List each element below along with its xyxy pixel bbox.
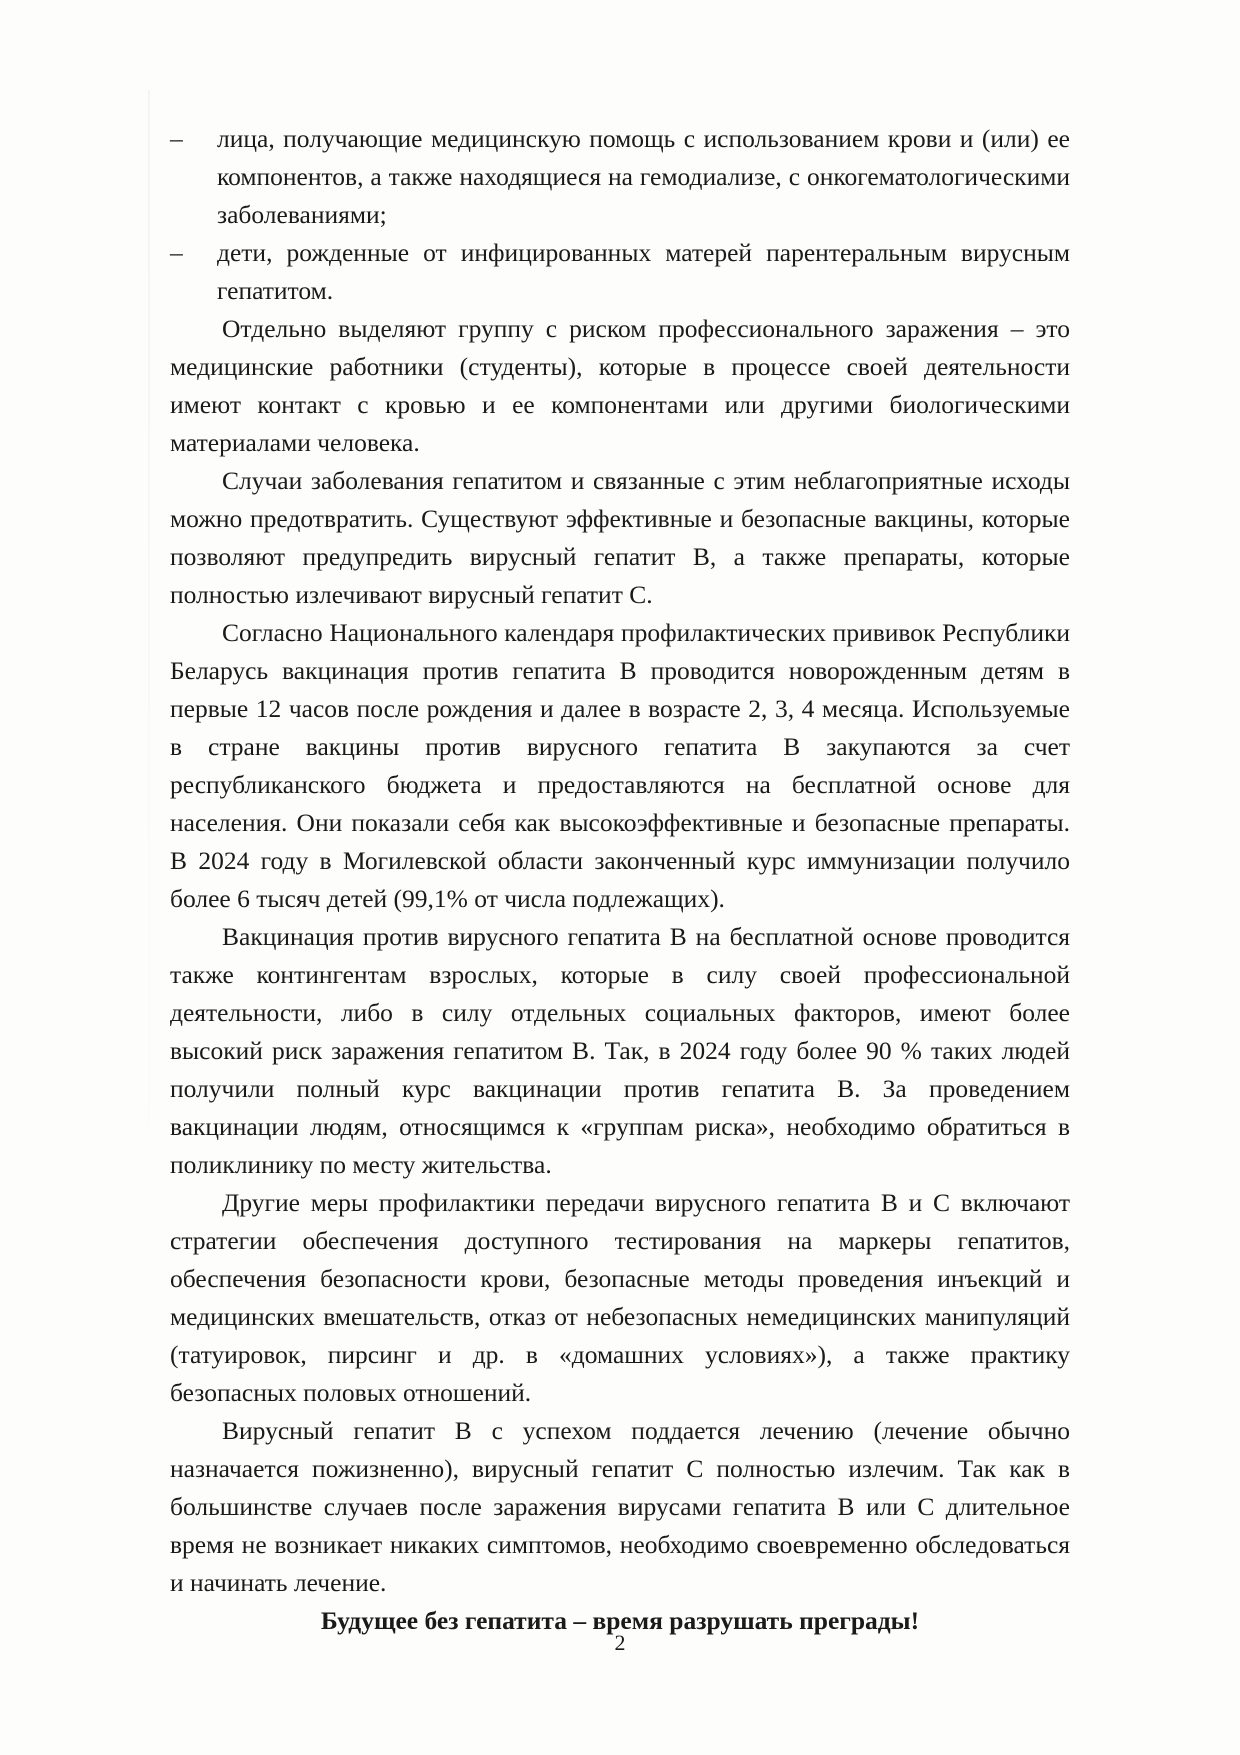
- list-item-text: дети, рожденные от инфицированных матерей парентеральным вирусным гепатитом.: [217, 238, 1070, 305]
- list-item: [170, 234, 1070, 310]
- risk-groups-list: [170, 120, 1070, 310]
- dash-bullet-icon: –: [170, 124, 183, 153]
- paragraph-adult-vaccination: Вакцинация против вирусного гепатита В на бесплатной основе проводится также контингентам взрослых, которые в силу своей профессиональной деятельности, либо в силу отдельных социальных факторов, имеют более высокий риск заражения гепатитом В. Так, в 2024 году более 90 % таких людей получили полный курс вакцинации против гепатита В. За проведением вакцинации людям, относящимся к «группам риска», необходимо обратиться в поликлинику по месту жительства.: [170, 922, 1070, 1179]
- dash-bullet-icon: –: [170, 238, 183, 267]
- paragraph-national-calendar: Согласно Национального календаря профилактических прививок Республики Беларусь вакцинация против гепатита В проводится новорожденным детям в первые 12 часов после рождения и далее в возрасте 2, 3, 4 месяца. Используемые в стране вакцины против вирусного гепатита В закупаются за счет республиканского бюджета и предоставляются на бесплатной основе для населения. Они показали себя как высокоэффективные и безопасные препараты. В 2024 году в Могилевской области законченный курс иммунизации получило более 6 тысяч детей (99,1% от числа подлежащих).: [170, 618, 1070, 913]
- scan-edge-artifact: [148, 90, 150, 1340]
- list-item: [170, 120, 1070, 234]
- paragraph-other-measures: Другие меры профилактики передачи вирусного гепатита В и С включают стратегии обеспечения доступного тестирования на маркеры гепатитов, обеспечения безопасности крови, безопасные методы проведения инъекций и медицинских вмешательств, отказ от небезопасных немедицинских манипуляций (татуировок, пирсинг и др. в «домашних условиях»), а также практику безопасных половых отношений.: [170, 1188, 1070, 1407]
- page-body: [170, 120, 1070, 1666]
- page-number: 2: [614, 1630, 626, 1655]
- paragraph-treatment: Вирусный гепатит В с успехом поддается лечению (лечение обычно назначается пожизненно), вирусный гепатит С полностью излечим. Так как в большинстве случаев после заражения вирусами гепатита В или С длительное время не возникает никаких симптомов, необходимо своевременно обследоваться и начинать лечение.: [170, 1416, 1070, 1597]
- slogan-text: Будущее без гепатита – время разрушать преграды!: [320, 1606, 920, 1635]
- paragraph-occupational-risk: Отдельно выделяют группу с риском профессионального заражения – это медицинские работники (студенты), которые в процессе своей деятельности имеют контакт с кровью и ее компонентами или другими биологическими материалами человека.: [170, 314, 1070, 457]
- list-item-text: лица, получающие медицинскую помощь с использованием крови и (или) ее компонентов, а также находящиеся на гемодиализе, с онкогематологическими заболеваниями;: [217, 124, 1070, 229]
- paragraph-prevention: Случаи заболевания гепатитом и связанные с этим неблагоприятные исходы можно предотвратить. Существуют эффективные и безопасные вакцины, которые позволяют предупредить вирусный гепатит В, а также препараты, которые полностью излечивают вирусный гепатит С.: [170, 466, 1070, 609]
